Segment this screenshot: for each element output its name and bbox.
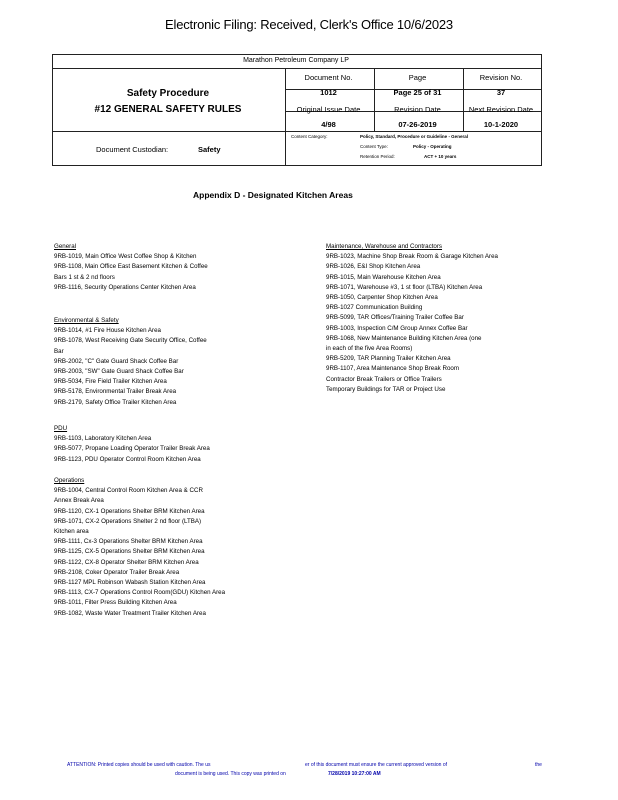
list-item: 9RB-1071, CX-2 Operations Shelter 2 nd floor (LTBA) (54, 517, 202, 525)
footer-print-timestamp: 7/28/2019 10:27:00 AM (328, 771, 381, 777)
list-item: 9RB-1113, CX-7 Operations Control Room(GDU) Kitchen Area (54, 589, 226, 597)
rev-no: 37 (496, 88, 506, 97)
list-item: 9RB-1014, #1 Fire House Kitchen Area (54, 327, 161, 335)
list-item: 9RB-2002, "C" Gate Guard Shack Coffee Bar (54, 357, 179, 365)
section-pdu (54, 424, 210, 465)
list-item: 9RB-1019, Main Office West Coffee Shop & Kitchen (54, 253, 197, 261)
list-item: 9RB-1082, Waste Water Treatment Trailer Kitchen Area (54, 609, 206, 617)
doc-no: 1012 (320, 88, 337, 97)
list-item: Bar (54, 347, 64, 355)
list-item: 9RB-5034, Fire Field Trailer Kitchen Area (54, 378, 167, 386)
section-environmental-safety (54, 316, 207, 408)
page-value: Page 25 of 31 (393, 88, 442, 97)
list-item: 9RB-1078, West Receiving Gate Security Office, Coffee (54, 337, 207, 345)
orig-date-label: Original Issue Date (296, 105, 361, 114)
list-item: 9RB-1003, Inspection C/M Group Annex Coffee Bar (326, 324, 468, 332)
content-type: Policy - Operating (413, 144, 452, 149)
doc-no-label: Document No. (304, 73, 353, 82)
list-item: 9RB-1111, Cx-3 Operations Shelter BRM Kitchen Area (54, 538, 203, 546)
list-item: Annex Break Area (54, 497, 104, 505)
appendix-title: Appendix D - Designated Kitchen Areas (193, 190, 353, 200)
orig-date: 4/98 (321, 120, 336, 129)
list-item: 9RB-1108, Main Office East Basement Kitchen & Coffee (54, 263, 208, 271)
list-item: 9RB-1123, PDU Operator Control Room Kitchen Area (54, 455, 201, 463)
section-general (54, 242, 208, 293)
list-item: 9RB-1004, Central Control Room Kitchen Area & CCR (54, 487, 203, 495)
rev-date: 07-26-2019 (398, 120, 437, 129)
section-heading: Operations (54, 477, 85, 484)
content-category: Policy, Standard, Procedure or Guideline - General (360, 134, 468, 139)
footer-attention-part4: document is being used. This copy was printed on (175, 771, 286, 777)
list-item: Contractor Break Trailers or Office Trailers (326, 375, 442, 383)
list-item: 9RB-2179, Safety Office Trailer Kitchen Area (54, 398, 177, 406)
section-operations (54, 476, 225, 619)
list-item: Temporary Buildings for TAR or Project Use (326, 385, 446, 393)
list-item: 9RB-1116, Security Operations Center Kitchen Area (54, 283, 196, 291)
retention: ACT + 10 years (424, 154, 457, 159)
rev-date-label: Revision Date (394, 105, 441, 114)
list-item: 9RB-1050, Carpenter Shop Kitchen Area (326, 294, 438, 302)
list-item: 9RB-1023, Machine Shop Break Room & Garage Kitchen Area (326, 253, 498, 261)
company-name: Marathon Petroleum Company LP (243, 57, 349, 64)
list-item: 9RB-1122, CX-8 Operator Shelter BRM Kitchen Area (54, 558, 199, 566)
list-item: 9RB-1068, New Maintenance Building Kitchen Area (one (326, 334, 482, 342)
section-heading: PDU (54, 425, 68, 432)
content-category-label: Content Category: (291, 134, 328, 139)
title-line2: #12 GENERAL SAFETY RULES (94, 104, 242, 115)
list-item: 9RB-5099, TAR Offices/Training Trailer Coffee Bar (326, 314, 464, 322)
list-item: 9RB-5077, Propane Loading Operator Trailer Break Area (54, 445, 210, 453)
list-item: 9RB-1027 Communication Building (326, 304, 423, 312)
filing-stamp: Electronic Filing: Received, Clerk's Office 10/6/2023 (165, 17, 453, 32)
section-heading: Maintenance, Warehouse and Contractors (326, 243, 443, 250)
list-item: 9RB-5209, TAR Planning Trailer Kitchen Area (326, 355, 451, 363)
list-item: 9RB-1120, CX-1 Operations Shelter BRM Kitchen Area (54, 507, 205, 515)
retention-label: Retention Period: (360, 154, 395, 159)
footer-attention-part1: ATTENTION: Printed copies should be used with caution. The us (67, 762, 211, 768)
list-item: 9RB-1071, Warehouse #3, 1 st floor (LTBA) Kitchen Area (326, 283, 483, 291)
section-heading: General (54, 243, 77, 250)
list-item: 9RB-1026, E&I Shop Kitchen Area (326, 263, 421, 271)
list-item: 9RB-5178, Environmental Trailer Break Area (54, 388, 177, 396)
page-label: Page (408, 73, 427, 82)
title-line1: Safety Procedure (126, 88, 210, 99)
next-rev-label: Next Revision Date (468, 105, 534, 114)
list-item: 9RB-1127 MPL Robinson Wabash Station Kitchen Area (54, 579, 206, 587)
section-maintenance-warehouse-contractors (326, 242, 498, 395)
list-item: 9RB-1011, Filter Press Building Kitchen Area (54, 599, 177, 607)
custodian-label: Document Custodian: (96, 145, 169, 154)
list-item: 9RB-2003, "SW" Gate Guard Shack Coffee Bar (54, 368, 184, 376)
next-rev: 10-1-2020 (483, 120, 519, 129)
list-item: in each of the five Area Rooms) (326, 345, 413, 353)
list-item: 9RB-1103, Laboratory Kitchen Area (54, 435, 152, 443)
list-item: 9RB-1125, CX-5 Operations Shelter BRM Kitchen Area (54, 548, 205, 556)
footer-attention-part2: er of this document must ensure the current approved version of (305, 762, 448, 768)
list-item: 9RB-2108, Coker Operator Trailer Break Area (54, 568, 180, 576)
footer-attention-part3: the (535, 762, 542, 768)
rev-no-label: Revision No. (479, 73, 523, 82)
section-heading: Environmental & Safety (54, 317, 119, 324)
list-item: 9RB-1107, Area Maintenance Shop Break Room (326, 365, 459, 373)
list-item: Bars 1 st & 2 nd floors (54, 273, 115, 281)
list-item: 9RB-1015, Main Warehouse Kitchen Area (326, 273, 441, 281)
custodian: Safety (198, 145, 221, 154)
list-item: Kitchen area (54, 528, 89, 536)
content-type-label: Content Type: (360, 144, 388, 149)
